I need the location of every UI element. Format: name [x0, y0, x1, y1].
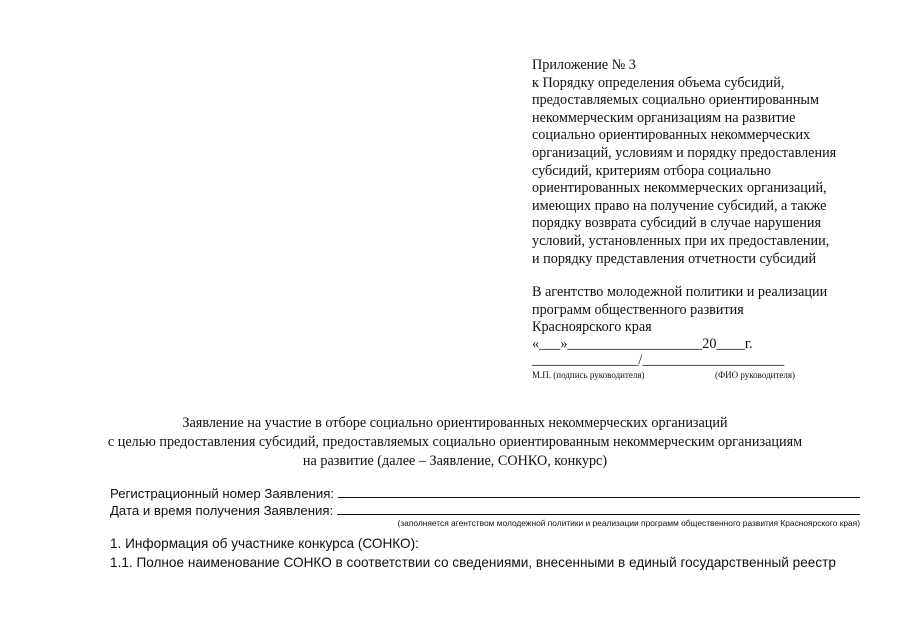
- registration-number-input[interactable]: [338, 497, 860, 498]
- registration-date-row: [110, 501, 860, 518]
- signature-caption-left: М.П. (подпись руководителя): [532, 370, 645, 380]
- section-heading: 1. Информация об участнике конкурса (СОНКО):: [110, 536, 419, 551]
- appendix-title: Приложение № 3: [532, 57, 636, 73]
- addressee-line: Красноярского края: [532, 319, 652, 336]
- signature-field[interactable]: _______________/____________________: [532, 352, 785, 368]
- appendix-text-line: некоммерческим организациям на развитие: [532, 109, 796, 126]
- registration-block: [110, 484, 860, 528]
- section-item-1-1: 1.1. Полное наименование СОНКО в соответствии со сведениями, внесенными в единый государственный реестр: [110, 555, 836, 570]
- registration-date-input[interactable]: [337, 514, 860, 515]
- registration-number-label: Регистрационный номер Заявления:: [110, 486, 334, 501]
- appendix-text-line: организаций, условиям и порядку предоставления: [532, 144, 837, 161]
- registration-number-row: [110, 484, 860, 501]
- registration-fill-note: (заполняется агентством молодежной политики и реализации программ общественного развития Красноярского края): [397, 518, 860, 528]
- registration-date-label: Дата и время получения Заявления:: [110, 503, 334, 518]
- appendix-text-line: субсидий, критериям отбора социально: [532, 162, 772, 179]
- appendix-text-line: социально ориентированных некоммерческих: [532, 127, 811, 144]
- title-line: с целью предоставления субсидий, предоставляемых социально ориентированным некоммерческим организациям: [107, 434, 803, 450]
- title-line: Заявление на участие в отборе социально ориентированных некоммерческих организаций: [182, 415, 728, 431]
- appendix-header: [532, 57, 882, 268]
- participant-info-section: [110, 534, 870, 572]
- addressee-line: программ общественного развития: [532, 301, 744, 318]
- addressee-block: [532, 284, 882, 337]
- title-line: на развитие (далее – Заявление, СОНКО, конкурс): [302, 453, 608, 469]
- date-field[interactable]: «___»___________________20____г.: [532, 336, 753, 352]
- appendix-text-line: к Порядку определения объема субсидий,: [532, 74, 785, 91]
- signature-caption-right: (ФИО руководителя): [715, 370, 796, 380]
- appendix-text-line: условий, установленных при их предоставлении,: [532, 232, 830, 249]
- appendix-text-line: ориентированных некоммерческих организаций,: [532, 180, 827, 197]
- appendix-text-line: и порядку представления отчетности субсидий: [532, 250, 817, 267]
- addressee-line: В агентство молодежной политики и реализации: [532, 284, 828, 300]
- appendix-text-line: порядку возврата субсидий в случае нарушения: [532, 215, 821, 232]
- appendix-text-line: имеющих право на получение субсидий, а также: [532, 197, 827, 214]
- appendix-text-line: предоставляемых социально ориентированным: [532, 92, 819, 109]
- document-title: [40, 414, 870, 471]
